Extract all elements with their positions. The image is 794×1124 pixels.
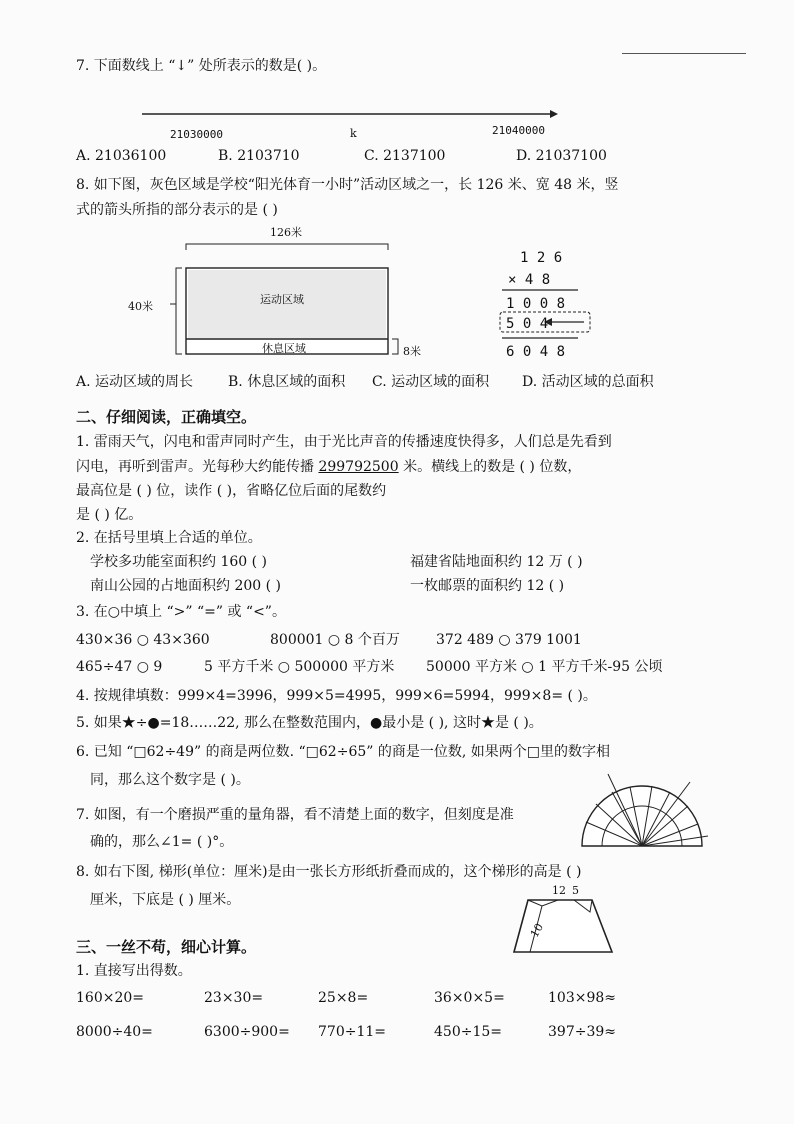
calc-line-5: 6 0 4 8 bbox=[506, 344, 566, 360]
q8-option-b: B. 休息区域的面积 bbox=[228, 374, 346, 390]
number-line-left-label: 21030000 bbox=[170, 128, 223, 141]
s2-p1-line3: 最高位是 ( ) 位，读作 ( )，省略亿位后面的尾数约 bbox=[76, 483, 387, 499]
s2-p1-line4: 是 ( ) 亿。 bbox=[76, 507, 143, 523]
trapezoid-figure bbox=[508, 894, 618, 958]
trap-label-10: 10 bbox=[527, 921, 547, 940]
calc-line-2: × 4 8 bbox=[508, 272, 551, 288]
calc-2-4: 450÷15= bbox=[434, 1024, 502, 1040]
s2-p6-line2: 同，那么这个数字是 ( )。 bbox=[90, 772, 250, 788]
s2-p8-line1: 8. 如右下图, 梯形(单位：厘米)是由一张长方形纸折叠而成的，这个梯形的高是 ( ) bbox=[76, 864, 582, 880]
number-line-right-label: 21040000 bbox=[492, 124, 545, 137]
calc-1-4: 36×0×5= bbox=[434, 990, 505, 1006]
s2-p7-line2: 确的，那么∠1= ( )°。 bbox=[90, 834, 234, 850]
calc-line-4: 5 0 4 bbox=[506, 316, 549, 332]
protractor-figure bbox=[572, 760, 712, 860]
s2-p4: 4. 按规律填数：999×4=3996，999×5=4995，999×6=5994，999×8= ( )。 bbox=[76, 688, 597, 704]
light-speed-number: 299792500 bbox=[318, 459, 399, 475]
calc-2-2: 6300÷900= bbox=[204, 1024, 290, 1040]
s2-p1-line2 bbox=[76, 457, 581, 477]
calc-2-3: 770÷11= bbox=[318, 1024, 386, 1040]
q8-stem-line1: 8. 如下图，灰色区域是学校“阳光体育一小时”活动区域之一，长 126 米、宽 48 米，竖 bbox=[76, 177, 619, 193]
sports-area-label: 运动区域 bbox=[260, 293, 304, 306]
s2-p1-line2-start: 闪电，再听到雷声。光每秒大约能传播 bbox=[76, 459, 319, 475]
s2-p1-line1: 1. 雷雨天气，闪电和雷声同时产生，由于光比声音的传播速度快得多，人们总是先看到 bbox=[76, 434, 612, 450]
q7-option-c: C. 2137100 bbox=[364, 148, 446, 164]
s2-p8-line2: 厘米，下底是 ( ) 厘米。 bbox=[90, 892, 241, 908]
q7-option-d: D. 21037100 bbox=[516, 148, 607, 164]
number-line-arrow-mark: k bbox=[350, 127, 357, 140]
length-label: 126米 bbox=[270, 226, 302, 239]
q7-stem: 7. 下面数线上 “↓” 处所表示的数是( )。 bbox=[76, 58, 327, 74]
calc-1-1: 160×20= bbox=[76, 990, 144, 1006]
calc-2-1: 8000÷40= bbox=[76, 1024, 153, 1040]
s2-p3-row1-a: 430×36 ○ 43×360 bbox=[76, 632, 210, 648]
s2-p6-line1: 6. 已知 “□62÷49” 的商是两位数. “□62÷65” 的商是一位数, 如果两个□里的数字相 bbox=[76, 744, 610, 760]
section2-title: 二、仔细阅读，正确填空。 bbox=[76, 408, 257, 426]
s2-p2-b: 福建省陆地面积约 12 万 ( ) bbox=[410, 554, 583, 570]
q8-stem-line2: 式的箭头所指的部分表示的是 ( ) bbox=[76, 202, 278, 218]
s2-p5: 5. 如果★÷●=18……22, 那么在整数范围内，●最小是 ( ), 这时★是 ( )。 bbox=[76, 715, 543, 731]
calc-line-1: 1 2 6 bbox=[520, 250, 563, 266]
top-rule bbox=[622, 53, 746, 54]
s2-p3-row1-c: 372 489 ○ 379 1001 bbox=[436, 632, 582, 648]
s2-p3-title: 3. 在○中填上 “>” “=” 或 “<”。 bbox=[76, 604, 286, 620]
q7-option-a: A. 21036100 bbox=[76, 148, 167, 164]
s2-p7-line1: 7. 如图，有一个磨损严重的量角器，看不清楚上面的数字，但刻度是准 bbox=[76, 807, 514, 823]
s2-p2-c: 南山公园的占地面积约 200 ( ) bbox=[90, 578, 281, 594]
s2-p3-row2-b: 5 平方千米 ○ 500000 平方米 bbox=[204, 659, 395, 675]
s2-p3-row1-b: 800001 ○ 8 个百万 bbox=[270, 632, 400, 648]
rest-width-label: 8米 bbox=[403, 345, 421, 358]
s2-p2-title: 2. 在括号里填上合适的单位。 bbox=[76, 530, 262, 546]
s2-p3-row2-a: 465÷47 ○ 9 bbox=[76, 659, 163, 675]
s2-p3-row2-c: 50000 平方米 ○ 1 平方千米-95 公顷 bbox=[426, 659, 663, 675]
s2-p2-d: 一枚邮票的面积约 12 ( ) bbox=[410, 578, 565, 594]
q8-option-a: A. 运动区域的周长 bbox=[76, 374, 194, 390]
calc-2-5: 397÷39≈ bbox=[548, 1024, 616, 1040]
width-label: 40米 bbox=[128, 300, 153, 313]
calc-line-3: 1 0 0 8 bbox=[506, 296, 566, 312]
q7-option-b: B. 2103710 bbox=[218, 148, 300, 164]
s3-p1-title: 1. 直接写出得数。 bbox=[76, 963, 192, 979]
calc-1-2: 23×30= bbox=[204, 990, 264, 1006]
rest-area-label: 休息区域 bbox=[262, 342, 306, 355]
calc-1-5: 103×98≈ bbox=[548, 990, 616, 1006]
s2-p2-a: 学校多功能室面积约 160 ( ) bbox=[90, 554, 267, 570]
s2-p1-line2-end: 米。横线上的数是 ( ) 位数， bbox=[398, 459, 582, 475]
q8-option-d: D. 活动区域的总面积 bbox=[522, 374, 654, 390]
q8-option-c: C. 运动区域的面积 bbox=[372, 374, 490, 390]
trap-label-5: 5 bbox=[572, 884, 579, 897]
calc-1-3: 25×8= bbox=[318, 990, 369, 1006]
section3-title: 三、一丝不苟，细心计算。 bbox=[76, 938, 257, 956]
trap-label-12: 12 bbox=[552, 884, 566, 897]
